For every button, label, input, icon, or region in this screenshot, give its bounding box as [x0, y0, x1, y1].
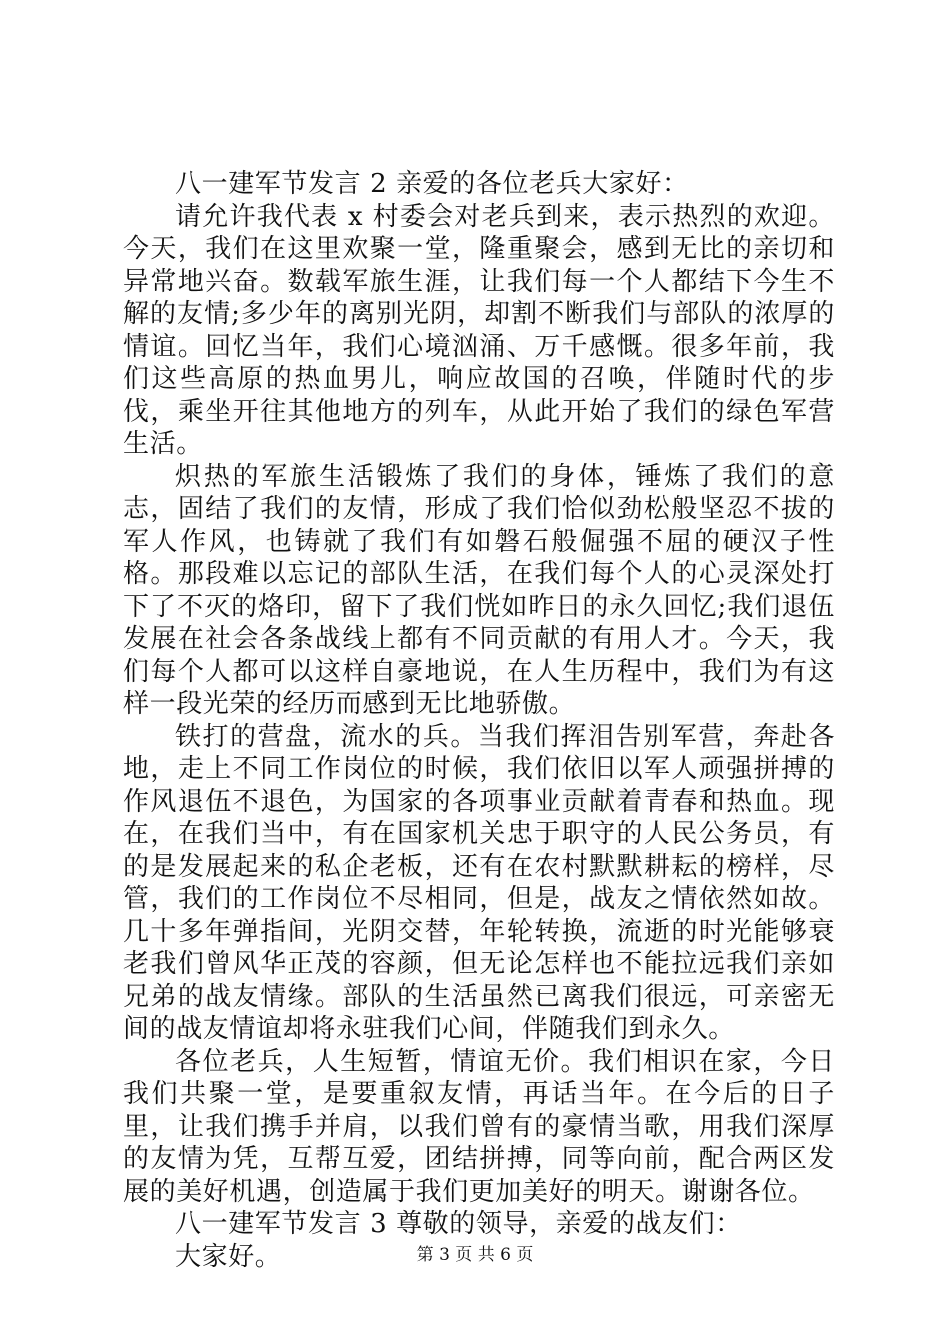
page-number-footer: 第 3 页 共 6 页: [416, 1245, 534, 1265]
paragraph-comrades: 铁打的营盘，流水的兵。当我们挥泪告别军营，奔赴各地，走上不同工作岗位的时候，我们依旧以军人顽强拼搏的作风退伍不退色，为国家的各项事业贡献着青春和热血。现在，在我们当中，有在国家机关忠于职守的人民公务员，有的是发展起来的私企老板，还有在农村默默耕耘的榜样，尽管，我们的工作岗位不尽相同，但是，战友之情依然如故。几十多年弹指间，光阴交替，年轮转换，流逝的时光能够衰老我们曾风华正茂的容颜，但无论怎样也不能拉远我们亲如兄弟的战友情缘。部队的生活虽然已离我们很远，可亲密无间的战友情谊却将永驻我们心间，伴随我们到永久。: [123, 721, 835, 1044]
document-body: [123, 168, 835, 1273]
paragraph-welcome: 请允许我代表 x 村委会对老兵到来，表示热烈的欢迎。今天，我们在这里欢聚一堂，隆重聚会，感到无比的亲切和异常地兴奋。数载军旅生涯，让我们每一个人都结下今生不解的友情;多少年的离别光阴，却割不断我们与部队的浓厚的情谊。回忆当年，我们心境汹涌、万千感慨。很多年前，我们这些高原的热血男儿，响应故国的召唤，伴随时代的步伐，乘坐开往其他地方的列车，从此开始了我们的绿色军营生活。: [123, 201, 835, 459]
paragraph-military-life: 炽热的军旅生活锻炼了我们的身体，锤炼了我们的意志，固结了我们的友情，形成了我们恰似劲松般坚忍不拔的军人作风，也铸就了我们有如磐石般倔强不屈的硬汉子性格。那段难以忘记的部队生活，在我们每个人的心灵深处打下了不灭的烙印，留下了我们恍如昨日的永久回忆;我们退伍发展在社会各条战线上都有不同贡献的有用人才。今天，我们每个人都可以这样自豪地说，在人生历程中，我们为有这样一段光荣的经历而感到无比地骄傲。: [123, 461, 835, 719]
paragraph-greeting: 大家好。: [175, 1241, 282, 1272]
paragraph-closing: 各位老兵，人生短暂，情谊无价。我们相识在家，今日我们共聚一堂，是要重叙友情，再话当年。在今后的日子里，让我们携手并肩，以我们曾有的豪情当歌，用我们深厚的友情为凭，互帮互爱，团结拼搏，同等向前，配合两区发展的美好机遇，创造属于我们更加美好的明天。谢谢各位。: [123, 1046, 835, 1207]
heading-speech-3: 八一建军节发言 3 尊敬的领导，亲爱的战友们：: [175, 1209, 742, 1239]
heading-speech-2: 八一建军节发言 2 亲爱的各位老兵大家好：: [175, 169, 689, 199]
